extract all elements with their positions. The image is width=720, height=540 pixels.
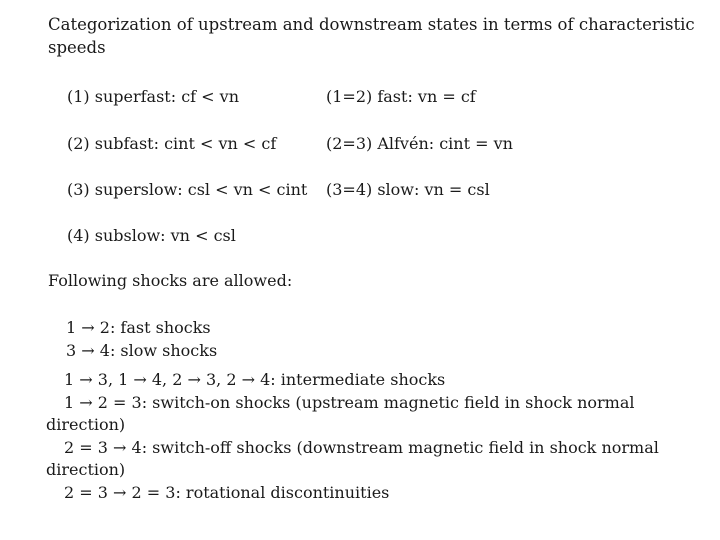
heading-line-2: speeds xyxy=(48,38,106,57)
shock-switch-on-continued: direction) xyxy=(46,415,126,434)
shock-switch-off: 2 = 3 → 4: switch-off shocks (downstream magnetic field in shock normal xyxy=(64,438,659,457)
transition-alfven: (2=3) Alfvén: cint = vn xyxy=(326,134,513,153)
transition-slow: (3=4) slow: vn = csl xyxy=(326,180,490,199)
shock-rotational: 2 = 3 → 2 = 3: rotational discontinuities xyxy=(64,483,390,502)
heading-line-1: Categorization of upstream and downstream states in terms of characteristic xyxy=(48,15,695,34)
allowed-shocks-heading: Following shocks are allowed: xyxy=(48,271,293,290)
shock-switch-on: 1 → 2 = 3: switch-on shocks (upstream magnetic field in shock normal xyxy=(64,393,635,412)
shock-switch-off-continued: direction) xyxy=(46,460,126,479)
shock-intermediate: 1 → 3, 1 → 4, 2 → 3, 2 → 4: intermediate shocks xyxy=(64,370,446,389)
shock-fast: 1 → 2: fast shocks xyxy=(66,318,211,337)
shock-slow: 3 → 4: slow shocks xyxy=(66,341,218,360)
state-superfast: (1) superfast: cf < vn xyxy=(67,87,240,106)
state-superslow: (3) superslow: csl < vn < cint xyxy=(67,180,308,199)
state-subslow: (4) subslow: vn < csl xyxy=(67,226,236,245)
state-subfast: (2) subfast: cint < vn < cf xyxy=(67,134,277,153)
transition-fast: (1=2) fast: vn = cf xyxy=(326,87,476,106)
